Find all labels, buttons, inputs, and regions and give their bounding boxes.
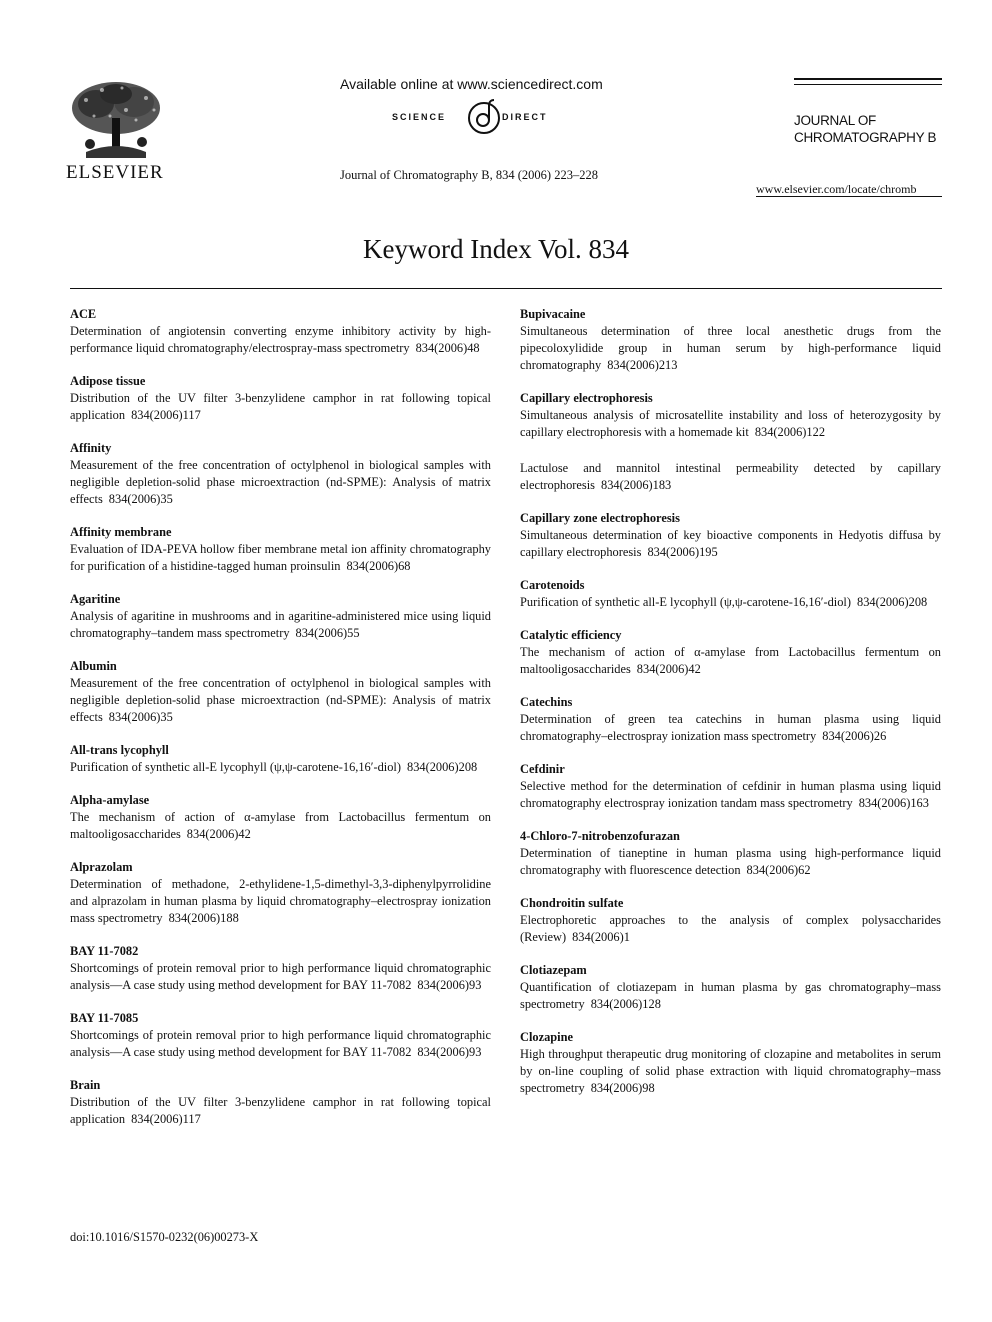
index-entry [70,1027,491,1061]
keyword-heading: Clotiazepam [520,963,587,977]
keyword-heading: Adipose tissue [70,374,146,388]
entry-reference[interactable]: 834(2006)188 [168,911,239,925]
keyword-heading: All-trans lycophyll [70,743,169,757]
sd-left-word: SCIENCE [392,112,447,122]
journal-citation: Journal of Chromatography B, 834 (2006) 223–228 [340,168,598,182]
keyword-heading: BAY 11-7082 [70,944,139,958]
index-entry [520,323,941,374]
entry-title: Determination of methadone, 2-ethylidene-1,5-dimethyl-3,3-diphenylpyrrolidine and alprazolam in human plasma by liquid chromatography–electrospray ionization mass spectrometry [70,877,491,925]
entry-title: Analysis of agaritine in mushrooms and in agaritine-administered mice using liquid chromatography–tandem mass spectrometry [70,609,491,640]
index-entry [70,323,491,357]
index-entry [520,979,941,1013]
entry-reference[interactable]: 834(2006)42 [636,662,701,676]
entry-title: The mechanism of action of α-amylase from Lactobacillus fermentum on maltooligosaccharides [520,645,941,676]
keyword-block [70,591,491,642]
keyword-block [520,306,941,374]
journal-name-line-2: CHROMATOGRAPHY B [794,130,937,145]
keyword-block [70,440,491,508]
keyword-block [70,859,491,927]
index-entry [70,1094,491,1128]
keyword-heading: ACE [70,307,97,321]
entry-reference[interactable]: 834(2006)26 [822,729,887,743]
index-entry [520,1046,941,1097]
keyword-heading: Catalytic efficiency [520,628,622,642]
entry-title: High throughput therapeutic drug monitoring of clozapine and metabolites in serum by on-line coupling of solid phase extraction with liquid chromatography–mass spectrometry [520,1047,941,1095]
keyword-block [520,390,941,494]
keyword-heading: Albumin [70,659,117,673]
index-entry [520,594,941,611]
keyword-heading: BAY 11-7085 [70,1011,139,1025]
entry-title: Purification of synthetic all-E lycophyll (ψ,ψ-carotene-16,16′-diol) [70,760,401,774]
journal-url-link[interactable]: www.elsevier.com/locate/chromb [756,182,917,196]
index-entry [520,644,941,678]
index-entry [520,912,941,946]
entry-reference[interactable]: 834(2006)117 [131,1112,201,1126]
journal-rule [794,78,942,80]
entry-title: Simultaneous determination of key bioactive components in Hedyotis diffusa by capillary electrophoresis [520,528,941,559]
keyword-heading: Brain [70,1078,101,1092]
keyword-block [70,306,491,357]
index-entry [520,460,941,494]
journal-rule [756,196,942,197]
entry-reference[interactable]: 834(2006)98 [590,1081,655,1095]
entry-reference[interactable]: 834(2006)117 [131,408,201,422]
entry-reference[interactable]: 834(2006)35 [108,492,173,506]
index-entry [70,608,491,642]
index-entry [520,711,941,745]
entry-reference[interactable]: 834(2006)48 [415,341,480,355]
entry-title: Simultaneous determination of three local anesthetic drugs from the pipecoloxylidide group in human serum by high-performance liquid chromatography [520,324,941,372]
entry-title: Selective method for the determination of cefdinir in human plasma using liquid chromatography electrospray ionization tandam mass spectrometry [520,779,941,810]
entry-title: Lactulose and mannitol intestinal permeability detected by capillary electrophoresis [520,461,941,492]
keyword-heading: Capillary electrophoresis [520,391,653,405]
entry-title: Measurement of the free concentration of octylphenol in biological samples with negligible depletion-solid phase microextraction (nd-SPME): Analysis of matrix effects [70,458,491,506]
keyword-block [70,1010,491,1061]
index-entry [520,527,941,561]
index-entry [70,759,491,776]
entry-title: Determination of tianeptine in human plasma using high-performance liquid chromatography with fluorescence detection [520,846,941,877]
index-entry [70,390,491,424]
sd-right-word: DIRECT [502,112,548,122]
keyword-block [70,524,491,575]
keyword-heading: Capillary zone electrophoresis [520,511,680,525]
keyword-heading: Carotenoids [520,578,585,592]
index-entry [70,876,491,927]
entry-title: Quantification of clotiazepam in human plasma by gas chromatography–mass spectrometry [520,980,941,1011]
journal-rule [794,84,942,85]
entry-reference[interactable]: 834(2006)68 [346,559,411,573]
keyword-heading: Cefdinir [520,762,565,776]
right-column [520,306,941,1113]
journal-name [794,112,936,146]
entry-reference[interactable]: 834(2006)42 [186,827,251,841]
entry-title: The mechanism of action of α-amylase from Lactobacillus fermentum on maltooligosaccharides [70,810,491,841]
publisher-name: ELSEVIER [66,162,164,183]
keyword-block [70,658,491,726]
index-entry [520,778,941,812]
keyword-block [70,373,491,424]
page-title: Keyword Index Vol. 834 [363,234,629,264]
sciencedirect-logo [392,98,582,138]
keyword-block [520,510,941,561]
left-column [70,306,491,1144]
entry-title: Determination of green tea catechins in human plasma using liquid chromatography–electrospray ionization mass spectrometry [520,712,941,743]
entry-reference[interactable]: 834(2006)128 [590,997,661,1011]
entry-reference[interactable]: 834(2006)93 [417,1045,482,1059]
index-entry [520,845,941,879]
keyword-block [70,742,491,776]
entry-title: Simultaneous analysis of microsatellite instability and loss of heterozygosity by capillary electrophoresis with a homemade kit [520,408,941,439]
keyword-block [70,792,491,843]
keyword-block [520,895,941,946]
keyword-heading: Catechins [520,695,573,709]
tree-icon [66,80,166,160]
entry-title: Purification of synthetic all-E lycophyll (ψ,ψ-carotene-16,16′-diol) [520,595,851,609]
keyword-block [520,828,941,879]
index-entry [70,960,491,994]
entry-reference[interactable]: 834(2006)1 [572,930,630,944]
keyword-block [520,761,941,812]
entry-title: Determination of angiotensin converting enzyme inhibitory activity by high-performance liquid chromatography/electrospray-mass spectrometry [70,324,491,355]
keyword-heading: 4-Chloro-7-nitrobenzofurazan [520,829,680,843]
doi-link[interactable]: doi:10.1016/S1570-0232(06)00273-X [70,1230,259,1244]
journal-name-line-1: JOURNAL OF [794,113,877,128]
keyword-heading: Clozapine [520,1030,574,1044]
index-entry [70,457,491,508]
entry-title: Evaluation of IDA-PEVA hollow fiber membrane metal ion affinity chromatography for purification of a histidine-tagged human proinsulin [70,542,491,573]
entry-title: Distribution of the UV filter 3-benzylidene camphor in rat following topical application [70,1095,491,1126]
entry-title: Electrophoretic approaches to the analysis of complex polysaccharides (Review) [520,913,941,944]
available-online-text[interactable]: Available online at www.sciencedirect.com [340,76,603,92]
title-divider [70,288,942,289]
entry-reference[interactable]: 834(2006)122 [754,425,826,439]
entry-title: Measurement of the free concentration of octylphenol in biological samples with negligible depletion-solid phase microextraction (nd-SPME): Analysis of matrix effects [70,676,491,724]
entry-title: Shortcomings of protein removal prior to high performance liquid chromatographic analysis—A case study using method development for BAY 11-7082 [70,961,491,992]
entry-reference[interactable]: 834(2006)213 [607,358,678,372]
keyword-block [520,962,941,1013]
entry-reference[interactable]: 834(2006)183 [601,478,672,492]
entry-reference[interactable]: 834(2006)163 [858,796,929,810]
entry-reference[interactable]: 834(2006)55 [295,626,360,640]
entry-reference[interactable]: 834(2006)93 [417,978,482,992]
keyword-block [520,694,941,745]
sciencedirect-at-icon [466,98,502,136]
keyword-heading: Agaritine [70,592,121,606]
index-entry [70,675,491,726]
index-entry [70,541,491,575]
keyword-heading: Alpha-amylase [70,793,150,807]
entry-reference[interactable]: 834(2006)35 [108,710,173,724]
keyword-heading: Affinity [70,441,112,455]
keyword-heading: Alprazolam [70,860,133,874]
keyword-block [70,1077,491,1128]
entry-title: Shortcomings of protein removal prior to high performance liquid chromatographic analysis—A case study using method development for BAY 11-7082 [70,1028,491,1059]
entry-reference[interactable]: 834(2006)62 [746,863,811,877]
keyword-heading: Bupivacaine [520,307,586,321]
keyword-heading: Affinity membrane [70,525,172,539]
keyword-block [70,943,491,994]
index-entry [70,809,491,843]
index-entry [520,407,941,441]
keyword-block [520,627,941,678]
entry-reference[interactable]: 834(2006)195 [647,545,718,559]
keyword-block [520,577,941,611]
keyword-block [520,1029,941,1097]
entry-reference[interactable]: 834(2006)208 [407,760,478,774]
entry-title: Distribution of the UV filter 3-benzylidene camphor in rat following topical application [70,391,491,422]
keyword-heading: Chondroitin sulfate [520,896,624,910]
entry-reference[interactable]: 834(2006)208 [857,595,928,609]
